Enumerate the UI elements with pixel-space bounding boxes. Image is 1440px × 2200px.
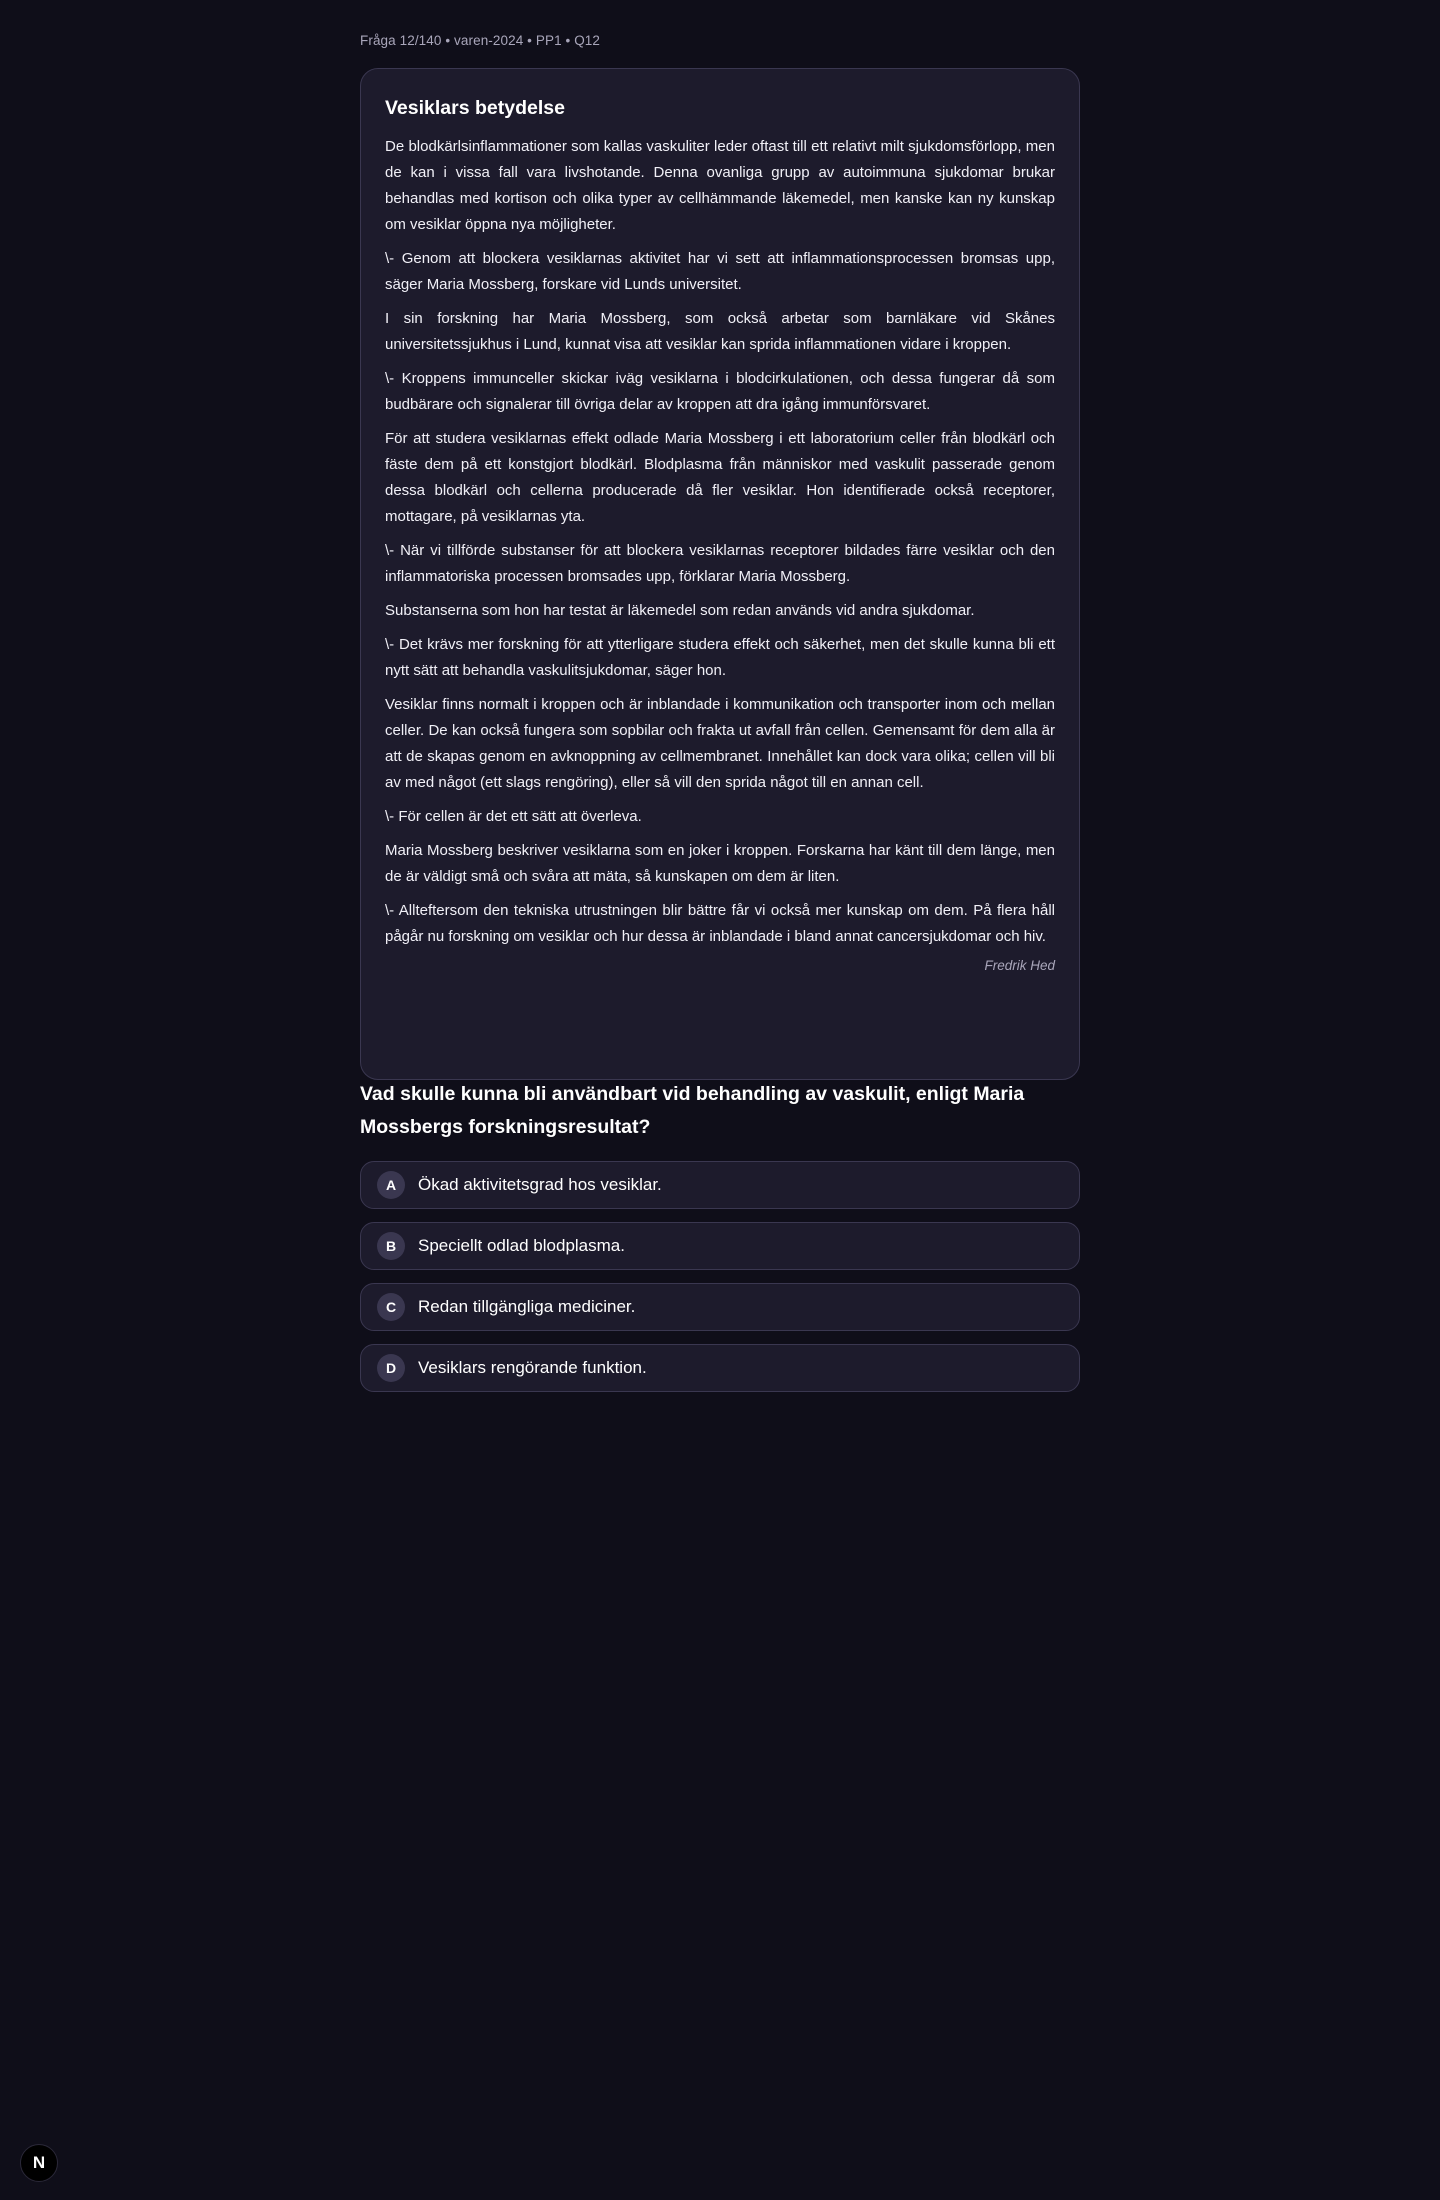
option-letter-badge: A	[377, 1171, 405, 1199]
answer-options	[360, 1161, 1080, 1405]
option-letter-badge: B	[377, 1232, 405, 1260]
passage-paragraph: Vesiklar finns normalt i kroppen och är inblandade i kommunikation och transporter inom och mellan celler. De kan också fungera som sopbilar och frakta ut avfall från cellen. Gemensamt för dem alla är att de skapas genom en avknoppning av cellmembranet. Innehållet kan dock vara olika; cellen vill bli av med något (ett slags rengöring), eller så vill den sprida något till en annan cell.	[385, 696, 1055, 792]
option-label: Redan tillgängliga mediciner.	[418, 1297, 636, 1316]
passage-paragraph: \- Genom att blockera vesiklarnas aktivitet har vi sett att inflammationsprocessen bromsas upp, säger Maria Mossberg, forskare vid Lunds universitet.	[385, 250, 1055, 294]
passage-paragraph: \- För cellen är det ett sätt att överleva.	[385, 808, 642, 826]
passage-paragraph: I sin forskning har Maria Mossberg, som också arbetar som barnläkare vid Skånes universitetssjukhus i Lund, kunnat visa att vesiklar kan sprida inflammationen vidare i kroppen.	[385, 310, 1055, 354]
passage-paragraph: För att studera vesiklarnas effekt odlade Maria Mossberg i ett laboratorium celler från blodkärl och fäste dem på ett konstgjort blodkärl. Blodplasma från människor med vaskulit passerade genom dessa blodkärl och cellerna producerade då fler vesiklar. Hon identifierade också receptorer, mottagare, på vesiklarnas yta.	[385, 430, 1055, 526]
answer-option-c[interactable]	[360, 1283, 1080, 1331]
passage-author: Fredrik Hed	[984, 958, 1055, 974]
answer-option-a[interactable]	[360, 1161, 1080, 1209]
passage-paragraph: \- Det krävs mer forskning för att ytterligare studera effekt och säkerhet, men det skulle kunna bli ett nytt sätt att behandla vaskulitsjukdomar, säger hon.	[385, 636, 1055, 680]
passage-paragraph: \- När vi tillförde substanser för att blockera vesiklarnas receptorer bildades färre vesiklar och den inflammatoriska processen bromsades upp, förklarar Maria Mossberg.	[385, 542, 1055, 586]
answer-option-b[interactable]	[360, 1222, 1080, 1270]
passage-title: Vesiklars betydelse	[385, 97, 565, 119]
passage-paragraph: Substanserna som hon har testat är läkemedel som redan används vid andra sjukdomar.	[385, 602, 975, 620]
nextjs-logo-letter: N	[32, 2153, 46, 2172]
option-label: Ökad aktivitetsgrad hos vesiklar.	[418, 1175, 662, 1194]
option-label: Speciellt odlad blodplasma.	[418, 1236, 625, 1255]
question-progress: Fråga 12/140 • varen-2024 • PP1 • Q12	[360, 33, 601, 48]
passage-paragraph: \- Allteftersom den tekniska utrustningen blir bättre får vi också mer kunskap om dem. På flera håll pågår nu forskning om vesiklar och hur dessa är inblandade i bland annat cancersjukdomar och hiv.	[385, 902, 1055, 946]
passage-paragraph: Maria Mossberg beskriver vesiklarna som en joker i kroppen. Forskarna har känt till dem länge, men de är väldigt små och svåra att mäta, så kunskapen om dem är liten.	[385, 842, 1055, 886]
option-label: Vesiklars rengörande funktion.	[418, 1358, 647, 1377]
passage-body	[385, 134, 1055, 950]
option-letter-badge: C	[377, 1293, 405, 1321]
passage-paragraph: De blodkärlsinflammationer som kallas vaskuliter leder oftast till ett relativt milt sjukdomsförlopp, men de kan i vissa fall vara livshotande. Denna ovanliga grupp av autoimmuna sjukdomar brukar behandlas med kortison och olika typer av cellhämmande läkemedel, men kanske kan ny kunskap om vesiklar öppna nya möjligheter.	[385, 138, 1055, 234]
nextjs-dev-indicator-icon[interactable]	[20, 2144, 58, 2182]
reading-passage-card	[360, 68, 1080, 1080]
passage-paragraph: \- Kroppens immunceller skickar iväg vesiklarna i blodcirkulationen, och dessa fungerar då som budbärare och signalerar till övriga delar av kroppen att dra igång immunförsvaret.	[385, 370, 1055, 414]
question-text: Vad skulle kunna bli användbart vid behandling av vaskulit, enligt Maria Mossbergs forskningsresultat?	[360, 1083, 1025, 1138]
option-letter-badge: D	[377, 1354, 405, 1382]
answer-option-d[interactable]	[360, 1344, 1080, 1392]
